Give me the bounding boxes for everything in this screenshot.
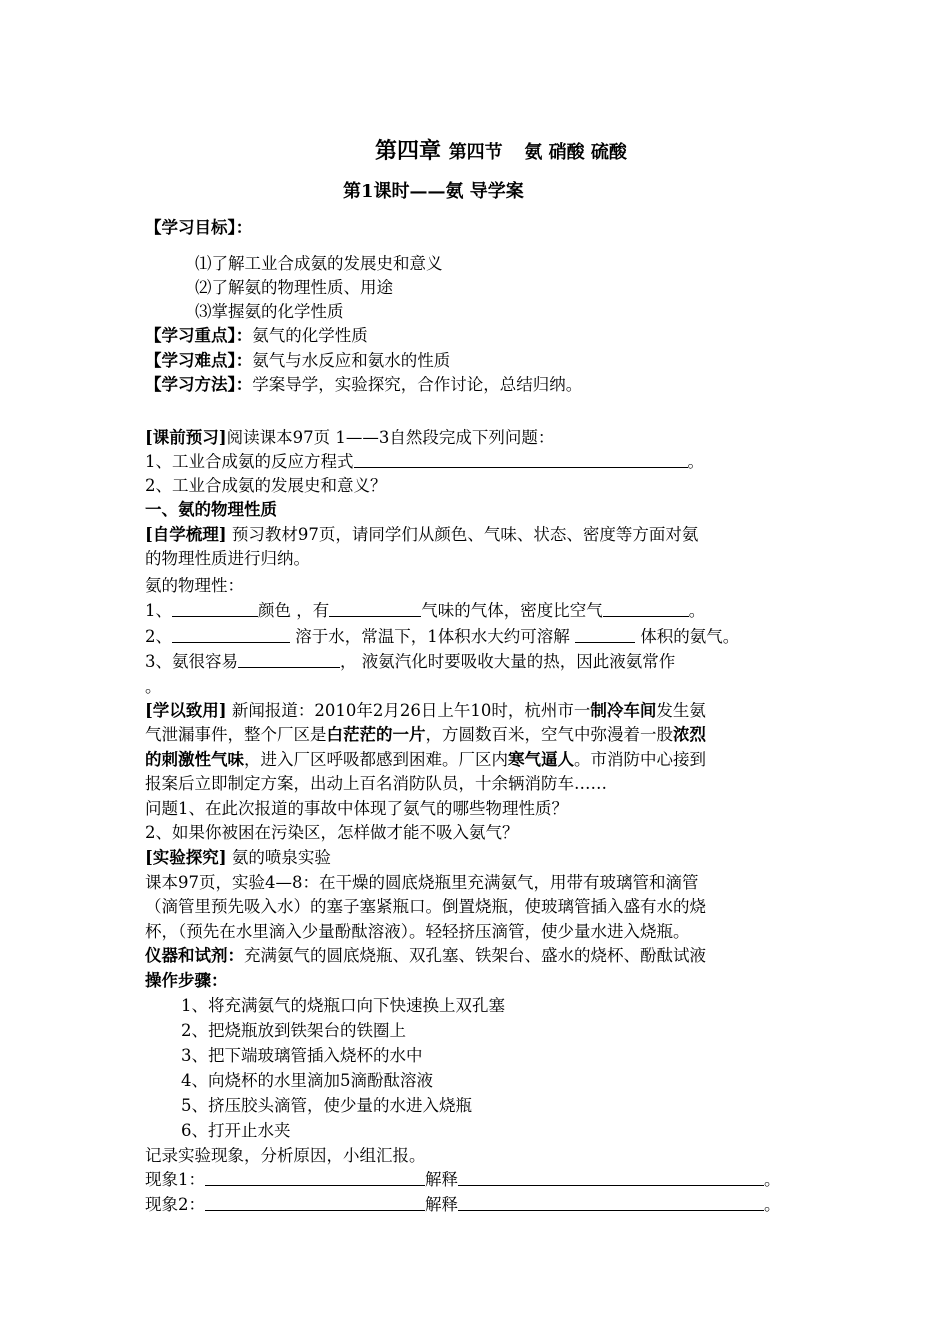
apply-line: 报案后立即制定方案，出动上百名消防队员，十余辆消防车…… [145,774,607,793]
answer-blank[interactable] [172,626,290,643]
phys-line-3-end: 。 [145,677,162,696]
preview-q2: 2、工业合成氨的发展史和意义？ [145,476,387,495]
phys-line-2: 2、 溶于水，常温下，1体积水大约可溶解 体积的氨气。 [145,627,740,646]
page-subtitle: 第1课时——氨 导学案 [343,181,524,202]
answer-blank[interactable] [329,600,421,617]
steps-label: 操作步骤： [145,971,228,990]
answer-blank[interactable] [603,600,689,617]
phys-line-1: 1、 颜色 ，有 气味的气体，密度比空气 。 [145,601,706,620]
preview-line: [课前预习]阅读课本97页 1——3自然段完成下列问题： [145,428,555,447]
phys-line-3: 3、氨很容易 ， 液氨汽化时要吸收大量的热，因此液氨常作 [145,652,676,671]
apply-line: 的刺激性气味，进入厂区呼吸都感到困难。厂区内寒气逼人。市消防中心接到 [145,750,706,769]
apply-question: 2、如果你被困在污染区，怎样做才能不吸入氨气？ [145,823,519,842]
step-item: 1、将充满氨气的烧瓶口向下快速换上双孔塞 [181,996,505,1015]
apply-line: 气泄漏事件，整个厂区是白茫茫的一片，方圆数百米，空气中弥漫着一股浓烈 [145,725,706,744]
page-title: 第四章 第四节 氨 硝酸 硫酸 [375,138,627,164]
answer-blank[interactable] [205,1169,425,1186]
apply-line: [学以致用] 新闻报道：2010年2月26日上午10时，杭州市一制冷车间发生氨 [145,701,706,720]
answer-blank[interactable] [205,1194,425,1211]
phys-heading: 氨的物理性： [145,576,244,595]
goal-item: ⑴了解工业合成氨的发展史和意义 [195,254,443,273]
self-study-line: [自学梳理] 预习教材97页，请同学们从颜色、气味、状态、密度等方面对氨 [145,525,699,544]
goal-item: ⑵了解氨的物理性质、用途 [195,278,393,297]
experiment-heading: [实验探究] 氨的喷泉实验 [145,848,331,867]
step-item: 5、挤压胶头滴管，使少量的水进入烧瓶 [181,1096,472,1115]
experiment-text: 课本97页，实验4—8：在干燥的圆底烧瓶里充满氨气，用带有玻璃管和滴管 [145,873,699,892]
step-item: 4、向烧杯的水里滴加5滴酚酞溶液 [181,1071,433,1090]
phenomenon-2: 现象2： 解释 。 [145,1195,781,1214]
section-heading: 一、氨的物理性质 [145,500,277,519]
phenomenon-1: 现象1： 解释 。 [145,1170,781,1189]
answer-blank[interactable] [238,651,340,668]
apply-question: 问题1、在此次报道的事故中体现了氨气的哪些物理性质？ [145,799,568,818]
difficulty-line: 【学习难点】：氨气与水反应和氨水的性质 [145,351,451,370]
equipment-line: 仪器和试剂：充满氨气的圆底烧瓶、双孔塞、铁架台、盛水的烧杯、酚酞试液 [145,946,706,965]
step-item: 3、把下端玻璃管插入烧杯的水中 [181,1046,423,1065]
experiment-text: 杯，（预先在水里滴入少量酚酞溶液）。轻轻挤压滴管，使少量水进入烧瓶。 [145,922,690,941]
self-study-line: 的物理性质进行归纳。 [145,549,310,568]
answer-blank[interactable] [354,451,688,468]
answer-blank[interactable] [458,1194,764,1211]
step-item: 2、把烧瓶放到铁架台的铁圈上 [181,1021,406,1040]
answer-blank[interactable] [575,626,635,643]
focus-line: 【学习重点】：氨气的化学性质 [145,326,368,345]
goals-label: 【学习目标】： [145,218,253,237]
goal-item: ⑶掌握氨的化学性质 [195,302,344,321]
preview-q1: 1、工业合成氨的反应方程式 。 [145,452,704,471]
answer-blank[interactable] [172,600,258,617]
method-line: 【学习方法】：学案导学，实验探究，合作讨论，总结归纳。 [145,375,583,394]
step-item: 6、打开止水夹 [181,1121,291,1140]
experiment-text: （滴管里预先吸入水）的塞子塞紧瓶口。倒置烧瓶，使玻璃管插入盛有水的烧 [145,897,706,916]
record-line: 记录实验现象，分析原因，小组汇报。 [145,1146,426,1165]
answer-blank[interactable] [458,1169,764,1186]
